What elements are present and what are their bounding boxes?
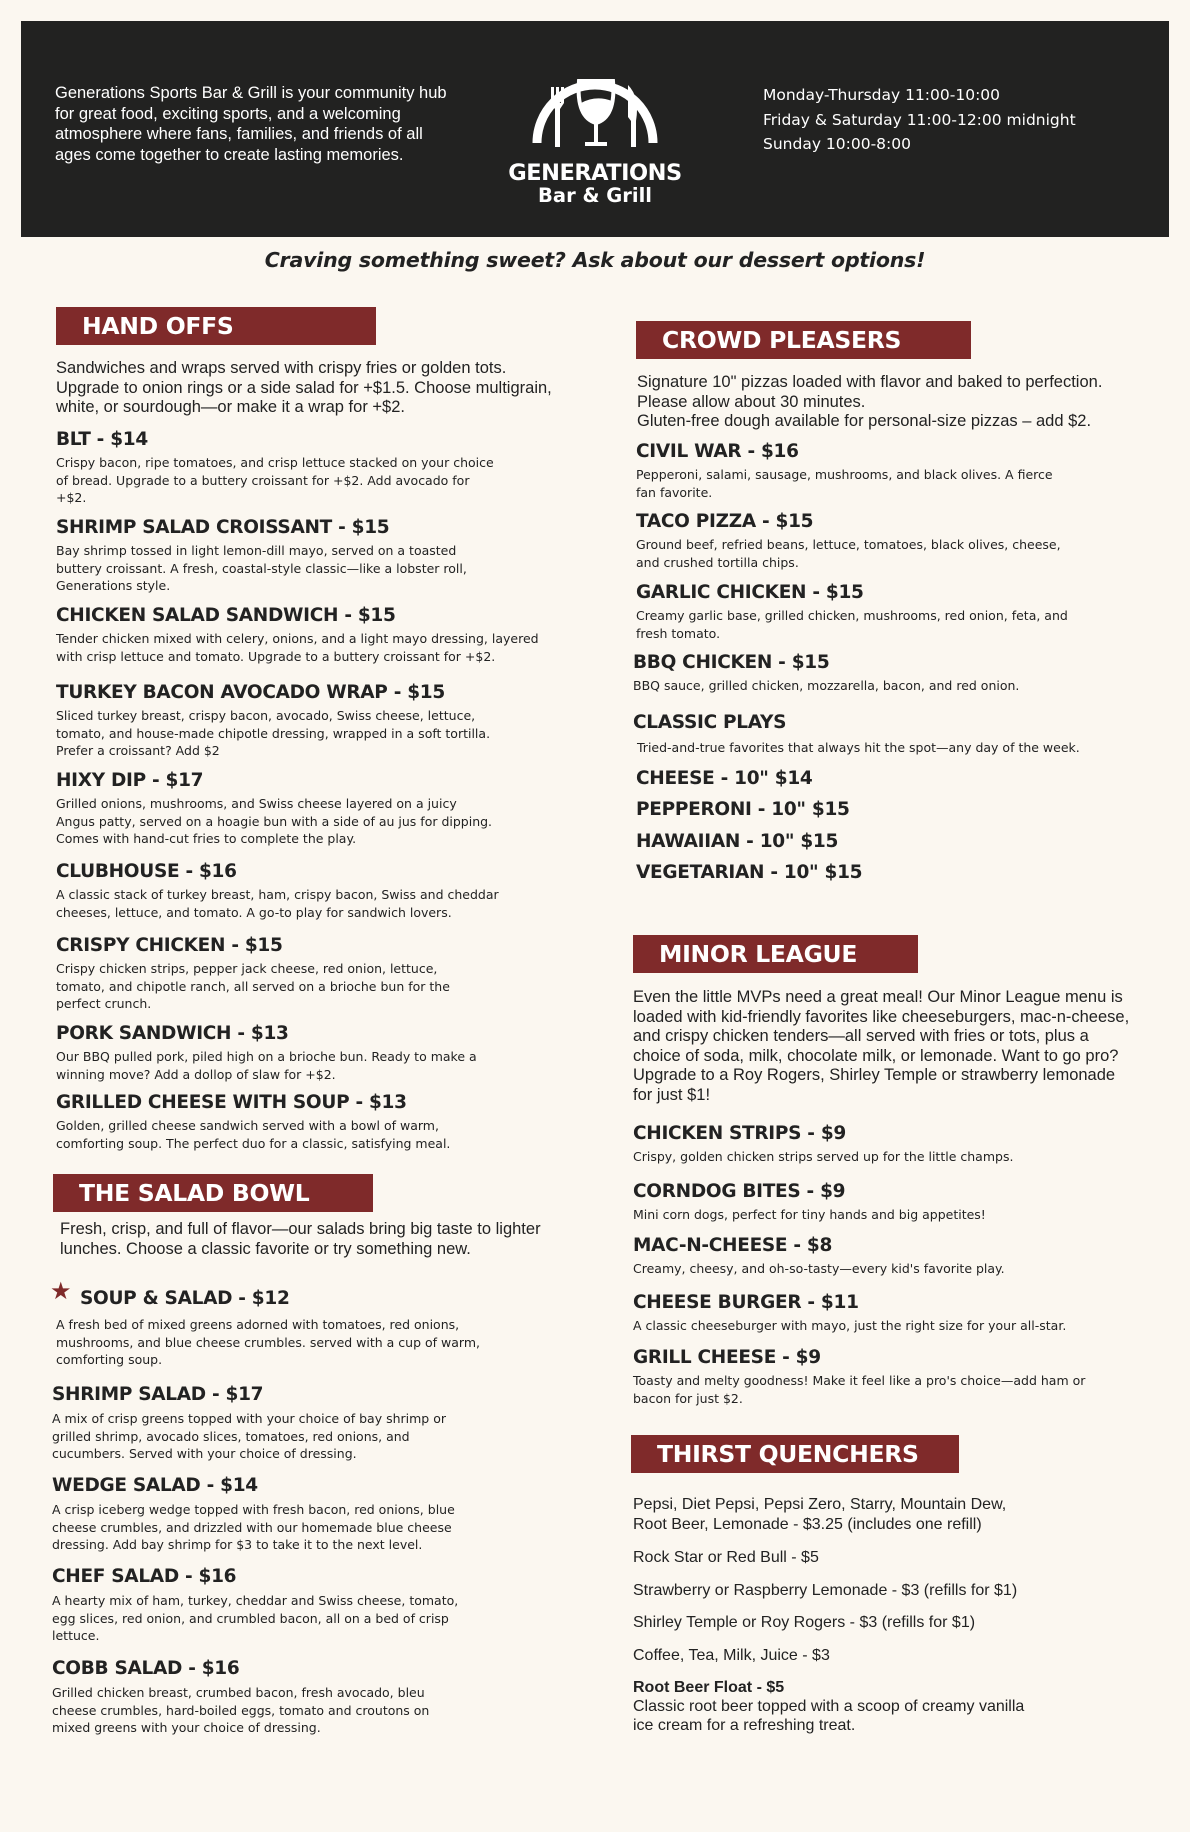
menu-item: [636, 440, 1056, 501]
item-desc: Bay shrimp tossed in light lemon-dill mayo, served on a toasted buttery croissant. A fresh, coastal-style classic—like a lobster roll, Generations style.: [56, 543, 467, 593]
item-name: SHRIMP SALAD - $17: [52, 1384, 264, 1405]
intro-line: Please allow about 30 minutes.: [637, 392, 866, 411]
menu-item: [56, 1313, 486, 1369]
fork-wineglass-knife-icon: [515, 51, 675, 161]
root-beer-float-desc: Classic root beer topped with a scoop of creamy vanilla: [633, 1698, 1025, 1715]
menu-item: [56, 769, 496, 848]
item-desc: Pepperoni, salami, sausage, mushrooms, and black olives. A fierce fan favorite.: [636, 467, 1053, 500]
menu-item: [52, 1474, 482, 1554]
classic-pizza: VEGETARIAN - 10" $15: [636, 862, 863, 883]
item-desc: A classic cheeseburger with mayo, just the right size for your all-star.: [633, 1318, 1067, 1333]
item-desc: A classic stack of turkey breast, ham, crispy bacon, Swiss and cheddar cheeses, lettuce, and tomato. A go-to play for sandwich lovers.: [56, 887, 499, 920]
item-desc: Crispy chicken strips, pepper jack cheese, red onion, lettuce, tomato, and chipotle ranch, all served on a brioche bun for the perfect crunch.: [56, 961, 450, 1011]
hand-offs-intro: Sandwiches and wraps served with crispy fries or golden tots. Upgrade to onion rings or a side salad for +$1.5. Choose multigrain, white, or sourdough—or make it a wrap for +$2.: [56, 359, 552, 416]
classic-plays: [633, 711, 1133, 757]
menu-item: [633, 651, 1093, 695]
menu-item: [80, 1287, 500, 1310]
item-name: TACO PIZZA - $15: [636, 511, 814, 532]
item-name: COBB SALAD - $16: [52, 1658, 240, 1679]
drink-line: Shirley Temple or Roy Rogers - $3 (refills for $1): [633, 1614, 976, 1631]
hours-line: Friday & Saturday 11:00-12:00 midnight: [763, 110, 1076, 129]
menu-item: [633, 1122, 1093, 1166]
classic-pizza: PEPPERONI - 10" $15: [636, 799, 850, 820]
item-desc: Our BBQ pulled pork, piled high on a brioche bun. Ready to make a winning move? Add a dollop of slaw for +$2.: [56, 1049, 477, 1082]
menu-item: [56, 681, 516, 760]
menu-item: [633, 1180, 1093, 1224]
item-name: CLUBHOUSE - $16: [56, 861, 237, 882]
classic-plays-desc: Tried-and-true favorites that always hit the spot—any day of the week.: [637, 740, 1080, 755]
drink-line: Rock Star or Red Bull - $5: [633, 1549, 819, 1566]
item-desc: A fresh bed of mixed greens adorned with tomatoes, red onions, mushrooms, and blue cheese crumbles. served with a cup of warm, comforting soup.: [56, 1317, 480, 1367]
menu-item: [636, 581, 1096, 642]
salad-bowl-intro: Fresh, crisp, and full of flavor—our salads bring big taste to lighter lunches. Choose a classic favorite or try something new.: [60, 1220, 541, 1258]
item-desc: Golden, grilled cheese sandwich served with a bowl of warm, comforting soup. The perfect duo for a classic, satisfying meal.: [56, 1118, 451, 1151]
item-name: TURKEY BACON AVOCADO WRAP - $15: [56, 682, 445, 703]
root-beer-float-title: Root Beer Float - $5: [633, 1679, 785, 1696]
item-name: CHEF SALAD - $16: [52, 1566, 237, 1587]
menu-item: [56, 604, 566, 665]
menu-item: [56, 1091, 496, 1152]
item-name: CHICKEN SALAD SANDWICH - $15: [56, 605, 396, 626]
brand-subtitle: Bar & Grill: [538, 184, 652, 207]
item-desc: A crisp iceberg wedge topped with fresh bacon, red onions, blue cheese crumbles, and drizzled with our homemade blue cheese dressing. Add bay shrimp for $3 to take it to the next level.: [52, 1502, 455, 1552]
crowd-pleasers-intro: [637, 373, 1157, 432]
item-name: GRILL CHEESE - $9: [633, 1347, 821, 1368]
section-banner-crowd-pleasers: CROWD PLEASERS: [636, 321, 971, 359]
brand-name: GENERATIONS: [508, 160, 682, 186]
star-icon: ★: [50, 1278, 72, 1305]
item-name: SHRIMP SALAD CROISSANT - $15: [56, 517, 390, 538]
item-name: WEDGE SALAD - $14: [52, 1475, 258, 1496]
item-name: GARLIC CHICKEN - $15: [636, 582, 864, 603]
section-banner-minor-league: MINOR LEAGUE: [633, 935, 918, 973]
menu-item: [56, 1022, 496, 1083]
minor-league-intro: Even the little MVPs need a great meal! Our Minor League menu is loaded with kid-friendly favorites like cheeseburgers, mac-n-cheese, and crispy chicken tenders—all served with fries or tots, plus a choice of soda, milk, chocolate milk, or lemonade. Want to go pro? Upgrade to a Roy Rogers, Shirley Temple or strawberry lemonade for just $1!: [633, 988, 1130, 1104]
item-desc: Sliced turkey breast, crispy bacon, avocado, Swiss cheese, lettuce, tomato, and house-made chipotle dressing, wrapped in a soft tortilla. Prefer a croissant? Add $2: [56, 708, 491, 758]
tagline: Craving something sweet? Ask about our dessert options!: [264, 248, 926, 272]
item-desc: Grilled onions, mushrooms, and Swiss cheese layered on a juicy Angus patty, served on a hoagie bun with a side of au jus for dipping. Comes with hand-cut fries to complete the play.: [56, 796, 493, 846]
item-desc: Creamy garlic base, grilled chicken, mushrooms, red onion, feta, and fresh tomato.: [636, 608, 1068, 641]
item-desc: Grilled chicken breast, crumbed bacon, fresh avocado, bleu cheese crumbles, hard-boiled eggs, tomato and croutons on mixed greens with your choice of dressing.: [52, 1685, 430, 1735]
item-name: MAC-N-CHEESE - $8: [633, 1235, 833, 1256]
item-desc: A mix of crisp greens topped with your choice of bay shrimp or grilled shrimp, avocado slices, tomatoes, red onions, and cucumbers. Served with your choice of dressing.: [52, 1411, 447, 1461]
item-desc: Toasty and melty goodness! Make it feel like a pro's choice—add ham or bacon for just $2.: [633, 1373, 1086, 1406]
item-desc: Crispy, golden chicken strips served up for the little champs.: [633, 1149, 1014, 1164]
header: [21, 21, 1169, 237]
section-banner-thirst-quenchers: THIRST QUENCHERS: [631, 1435, 959, 1473]
menu-item: [56, 934, 476, 1013]
header-intro: Generations Sports Bar & Grill is your community hub for great food, exciting sports, and a welcoming atmosphere where fans, families, and friends of all ages come together to create lasting memories.: [55, 84, 447, 164]
intro-line: Gluten-free dough available for personal-size pizzas – add $2.: [637, 412, 1092, 430]
logo: [495, 51, 695, 221]
intro-line: Signature 10" pizzas loaded with flavor and baked to perfection.: [637, 373, 1103, 391]
item-name: SOUP & SALAD - $12: [80, 1288, 290, 1309]
drink-line: Root Beer, Lemonade - $3.25 (includes one refill): [633, 1516, 982, 1533]
drink-line: Pepsi, Diet Pepsi, Pepsi Zero, Starry, Mountain Dew,: [633, 1496, 1007, 1513]
menu-item: [56, 516, 496, 595]
opening-hours: [763, 83, 1076, 157]
menu-item: [633, 1346, 1103, 1407]
item-name: CRISPY CHICKEN - $15: [56, 935, 283, 956]
section-banner-hand-offs: HAND OFFS: [56, 307, 376, 345]
classic-pizza: CHEESE - 10" $14: [636, 768, 813, 789]
classic-pizza: HAWAIIAN - 10" $15: [636, 831, 839, 852]
section-banner-salad-bowl: THE SALAD BOWL: [53, 1174, 373, 1212]
hours-line: Monday-Thursday 11:00-10:00: [763, 86, 1001, 104]
item-name: GRILLED CHEESE WITH SOUP - $13: [56, 1092, 407, 1113]
item-name: BBQ CHICKEN - $15: [633, 652, 830, 673]
root-beer-float-desc: ice cream for a refreshing treat.: [633, 1717, 856, 1734]
hours-line: Sunday 10:00-8:00: [763, 135, 911, 153]
item-name: BLT - $14: [56, 429, 148, 450]
item-desc: Tender chicken mixed with celery, onions, and a light mayo dressing, layered with crisp lettuce and tomato. Upgrade to a buttery croissant for +$2.: [56, 631, 539, 664]
item-desc: BBQ sauce, grilled chicken, mozzarella, bacon, and red onion.: [633, 678, 1020, 693]
item-desc: Ground beef, refried beans, lettuce, tomatoes, black olives, cheese, and crushed tortilla chips.: [636, 537, 1061, 570]
item-desc: A hearty mix of ham, turkey, cheddar and Swiss cheese, tomato, egg slices, red onion, and crumbled bacon, all on a bed of crisp lettuce.: [52, 1593, 459, 1643]
drink-line: Coffee, Tea, Milk, Juice - $3: [633, 1647, 830, 1664]
item-name: PORK SANDWICH - $13: [56, 1023, 289, 1044]
item-desc: Creamy, cheesy, and oh-so-tasty—every kid's favorite play.: [633, 1261, 1005, 1276]
item-desc: Mini corn dogs, perfect for tiny hands and big appetites!: [633, 1207, 986, 1222]
menu-item: [636, 510, 1086, 571]
item-name: CHICKEN STRIPS - $9: [633, 1123, 846, 1144]
item-name: CORNDOG BITES - $9: [633, 1181, 846, 1202]
classic-plays-title: CLASSIC PLAYS: [633, 712, 787, 733]
menu-item: [633, 1291, 1103, 1335]
item-name: CIVIL WAR - $16: [636, 441, 799, 462]
item-desc: Crispy bacon, ripe tomatoes, and crisp lettuce stacked on your choice of bread. Upgrade to a buttery croissant for +$2. Add avocado for +$2.: [56, 455, 494, 505]
menu-item: [633, 1234, 1093, 1278]
item-name: HIXY DIP - $17: [56, 770, 204, 791]
item-name: CHEESE BURGER - $11: [633, 1292, 859, 1313]
drink-line: Strawberry or Raspberry Lemonade - $3 (refills for $1): [633, 1582, 1018, 1599]
menu-item: [52, 1565, 482, 1645]
menu-item: [56, 860, 526, 921]
menu-item: [52, 1657, 462, 1737]
menu-item: [52, 1383, 472, 1463]
menu-item: [56, 428, 496, 507]
